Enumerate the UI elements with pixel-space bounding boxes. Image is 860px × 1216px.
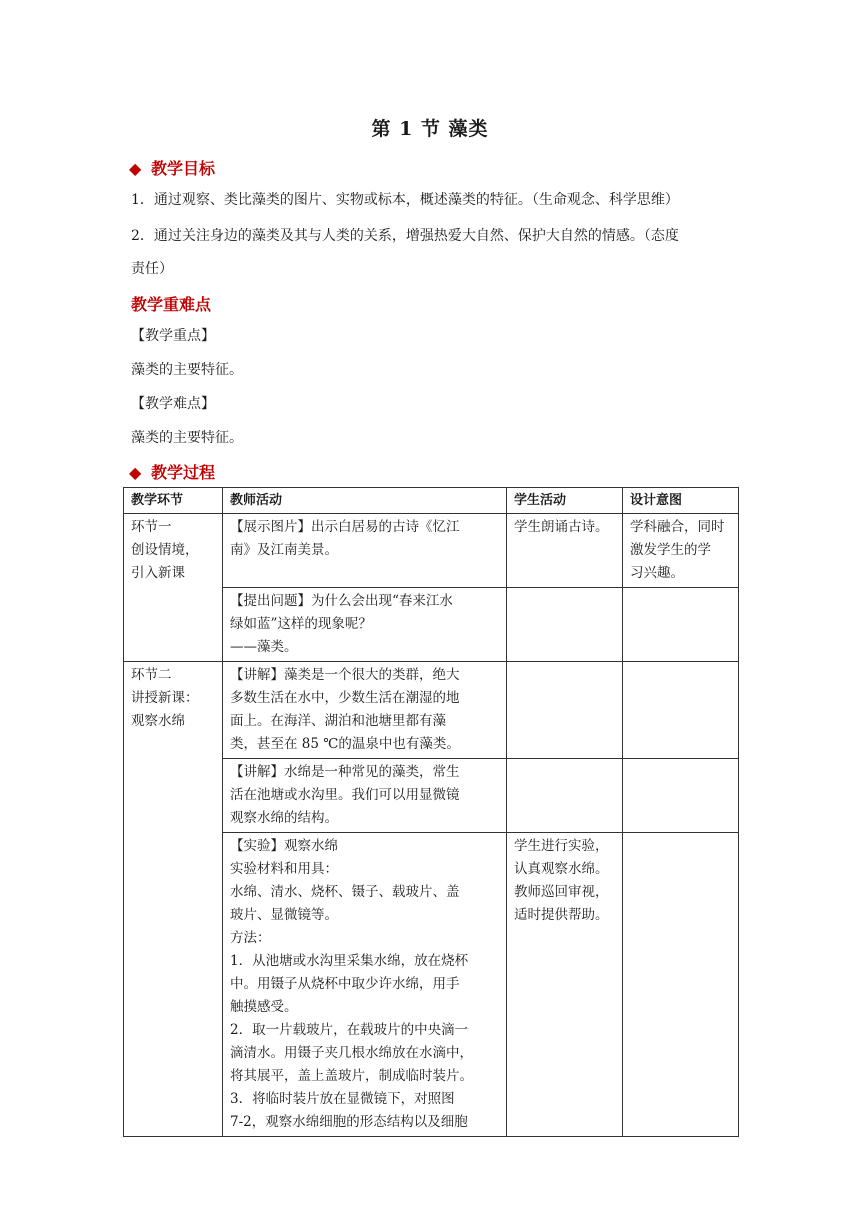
header-student: 学生活动 — [507, 488, 623, 514]
focus-label: 【教学重点】 — [131, 328, 215, 344]
process-heading-text: 教学过程 — [151, 463, 216, 482]
intent-cell — [623, 833, 739, 1137]
objectives-heading — [131, 156, 215, 179]
table-row — [124, 514, 739, 588]
student-cell — [507, 588, 623, 662]
teacher-cell: 【展示图片】出示白居易的古诗《忆江 南》及江南美景。 — [223, 514, 507, 588]
student-cell — [507, 662, 623, 759]
teacher-cell: 【讲解】藻类是一个很大的类群，绝大 多数生活在水中，少数生活在潮湿的地 面上。在海洋、湖泊和池塘里都有藻 类，甚至在 85 ℃的温泉中也有藻类。 — [223, 662, 507, 759]
header-intent: 设计意图 — [623, 488, 739, 514]
student-cell: 学生进行实验， 认真观察水绵。 教师巡回审视， 适时提供帮助。 — [507, 833, 623, 1137]
intent-cell — [623, 759, 739, 833]
header-teacher: 教师活动 — [223, 488, 507, 514]
student-cell: 学生朗诵古诗。 — [507, 514, 623, 588]
page-title: 第 1 节 藻类 — [371, 118, 489, 140]
table-header-row — [124, 488, 739, 514]
stage-cell: 环节一 创设情境， 引入新课 — [124, 514, 223, 662]
stage-cell: 环节二 讲授新课： 观察水绵 — [124, 662, 223, 1137]
key-points-heading: 教学重难点 — [131, 295, 212, 314]
focus-text: 藻类的主要特征。 — [131, 362, 243, 378]
objective-item-2-cont: 责任） — [131, 261, 173, 277]
teacher-cell: 【提出问题】为什么会出现“春来江水 绿如蓝”这样的现象呢？ ——藻类。 — [223, 588, 507, 662]
objective-item-2: 2．通过关注身边的藻类及其与人类的关系，增强热爱大自然、保护大自然的情感。（态度 — [131, 228, 679, 244]
process-table — [123, 487, 739, 1137]
intent-cell — [623, 588, 739, 662]
teacher-cell: 【讲解】水绵是一种常见的藻类，常生 活在池塘或水沟里。我们可以用显微镜 观察水绵的结构。 — [223, 759, 507, 833]
intent-cell: 学科融合，同时 激发学生的学 习兴趣。 — [623, 514, 739, 588]
difficulty-label: 【教学难点】 — [131, 396, 215, 412]
teacher-cell: 【实验】观察水绵 实验材料和用具： 水绵、清水、烧杯、镊子、载玻片、盖 玻片、显微镜等。 方法： 1．从池塘或水沟里采集水绵，放在烧杯 中。用镊子从烧杯中取少许水绵，用手 触摸感受。 2．取一片载玻片，在载玻片的中央滴一 滴清水。用镊子夹几根水绵放在水滴中， 将其展平，盖上盖玻片，制成临时装片。 3．将临时装片放在显微镜下，对照图 7-2，观察水绵细胞的形态结构以及细胞 — [223, 833, 507, 1137]
intent-cell — [623, 662, 739, 759]
header-stage: 教学环节 — [124, 488, 223, 514]
student-cell — [507, 759, 623, 833]
difficulty-text: 藻类的主要特征。 — [131, 430, 243, 446]
process-heading — [131, 460, 215, 483]
objectives-heading-text: 教学目标 — [151, 159, 216, 178]
table-row — [124, 662, 739, 759]
objective-item-1: 1．通过观察、类比藻类的图片、实物或标本，概述藻类的特征。（生命观念、科学思维） — [131, 192, 679, 208]
diamond-bullet-icon: ◆ — [129, 159, 142, 178]
diamond-bullet-icon: ◆ — [129, 463, 142, 482]
